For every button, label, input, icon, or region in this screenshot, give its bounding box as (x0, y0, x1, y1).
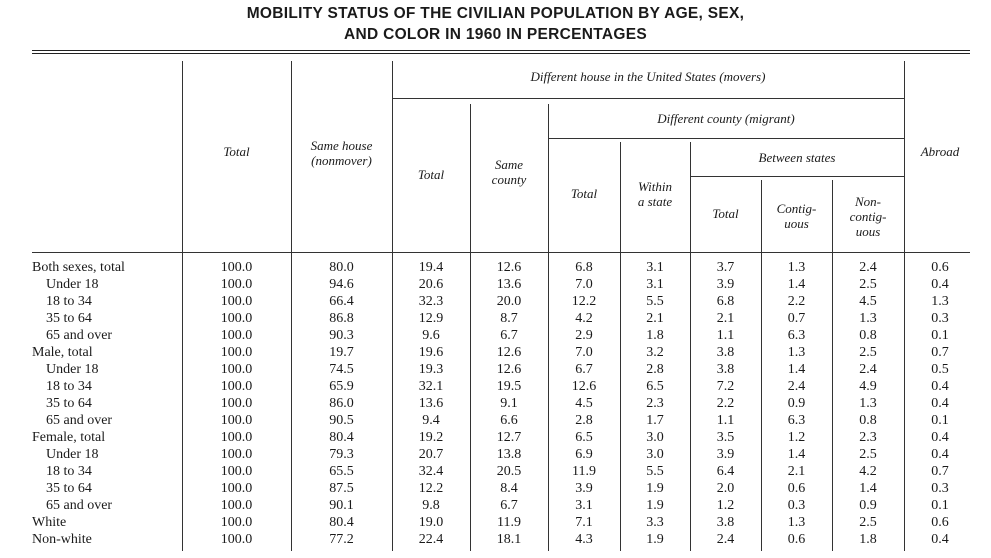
table-cell: 0.4 (931, 447, 949, 462)
table-cell: 1.3 (859, 311, 877, 326)
table-cell: 7.1 (575, 515, 593, 530)
row-label: 65 and over (46, 328, 113, 343)
table-cell: 8.7 (500, 311, 518, 326)
table-cell: 74.5 (329, 362, 354, 377)
table-cell: 20.5 (496, 464, 522, 479)
table-cell: 12.6 (496, 362, 522, 377)
table-cell: 2.1 (787, 464, 806, 479)
rule-under-between-states (690, 176, 904, 177)
table-cell: 1.7 (646, 413, 664, 428)
table-cell: 0.4 (931, 396, 949, 411)
row-label: 18 to 34 (46, 464, 92, 479)
table-cell: 86.8 (329, 311, 354, 326)
table-cell: 20.6 (418, 277, 444, 292)
row-label: White (32, 515, 67, 530)
row-label: Both sexes, total (32, 260, 125, 275)
table-cell: 100.0 (220, 396, 253, 411)
row-label: Male, total (32, 345, 93, 360)
table-cell: 80.0 (329, 260, 354, 275)
table-cell: 9.6 (422, 328, 440, 343)
row-label: Under 18 (46, 362, 99, 377)
table-cell: 100.0 (220, 447, 253, 462)
table-cell: 0.3 (931, 311, 949, 326)
table-cell: 0.6 (931, 515, 949, 530)
table-cell: 0.6 (787, 532, 806, 547)
table-cell: 2.8 (646, 362, 664, 377)
table-cell: 6.7 (575, 362, 593, 377)
rule-under-header (32, 252, 970, 253)
table-cell: 1.4 (787, 362, 806, 377)
table-cell: 2.4 (787, 379, 806, 394)
table-cell: 100.0 (220, 379, 253, 394)
table-cell: 1.3 (787, 345, 806, 360)
table-cell: 2.4 (716, 532, 735, 547)
table-cell: 0.7 (931, 345, 949, 360)
table-cell: 100.0 (220, 481, 253, 496)
table-cell: 3.9 (716, 277, 735, 292)
table-cell: 0.3 (931, 481, 949, 496)
table-cell: 0.9 (787, 396, 806, 411)
table-cell: 1.4 (859, 481, 877, 496)
table-cell: 0.4 (931, 430, 949, 445)
table-cell: 9.1 (500, 396, 518, 411)
table-cell: 6.6 (500, 413, 518, 428)
row-label: 65 and over (46, 498, 113, 513)
table-cell: 2.3 (646, 396, 664, 411)
table-cell: 2.8 (575, 413, 593, 428)
table-cell: 3.2 (646, 345, 664, 360)
table-cell: 9.8 (422, 498, 440, 513)
table-cell: 3.5 (716, 430, 735, 445)
table-cell: 12.6 (496, 260, 522, 275)
table-cell: 100.0 (220, 498, 253, 513)
table-cell: 0.8 (859, 328, 877, 343)
table-cell: 94.6 (329, 277, 354, 292)
table-cell: 1.3 (859, 396, 877, 411)
header-between-states: Between states (758, 150, 836, 165)
table-title-line-2: AND COLOR IN 1960 IN PERCENTAGES (343, 26, 647, 43)
header-within-state: Within a state (637, 179, 673, 209)
table-cell: 3.0 (646, 430, 664, 445)
table-cell: 0.4 (931, 379, 949, 394)
table-cell: 79.3 (329, 447, 354, 462)
table-cell: 22.4 (418, 532, 444, 547)
table-cell: 86.0 (329, 396, 354, 411)
table-cell: 100.0 (220, 294, 253, 309)
table-cell: 9.4 (422, 413, 440, 428)
table-cell: 2.4 (859, 362, 877, 377)
table-cell: 100.0 (220, 277, 253, 292)
table-cell: 19.7 (329, 345, 354, 360)
table-cell: 19.5 (496, 379, 522, 394)
table-cell: 3.8 (716, 515, 735, 530)
table-cell: 0.7 (931, 464, 949, 479)
table-cell: 19.3 (418, 362, 444, 377)
row-label: Female, total (32, 430, 106, 445)
table-cell: 13.8 (496, 447, 522, 462)
table-cell: 18.1 (496, 532, 522, 547)
table-cell: 2.5 (859, 447, 877, 462)
table-cell: 6.7 (500, 328, 518, 343)
table-cell: 65.5 (329, 464, 354, 479)
table-cell: 2.1 (646, 311, 664, 326)
table-cell: 2.2 (787, 294, 806, 309)
table-cell: 80.4 (329, 430, 354, 445)
table-cell: 7.2 (716, 379, 735, 394)
rule-under-migrant (548, 138, 904, 139)
table-cell: 0.1 (931, 328, 949, 343)
table-cell: 19.4 (418, 260, 444, 275)
table-cell: 3.8 (716, 345, 735, 360)
row-label: 65 and over (46, 413, 113, 428)
table-cell: 80.4 (329, 515, 354, 530)
table-cell: 1.2 (787, 430, 806, 445)
table-cell: 0.1 (931, 498, 949, 513)
table-cell: 4.2 (859, 464, 877, 479)
table-cell: 87.5 (329, 481, 354, 496)
table-cell: 1.2 (716, 498, 735, 513)
header-same-county: Same county (491, 157, 527, 187)
table-cell: 5.5 (646, 294, 664, 309)
table-cell: 19.0 (418, 515, 444, 530)
table-cell: 0.6 (931, 260, 949, 275)
table-cell: 32.1 (418, 379, 444, 394)
table-cell: 6.8 (716, 294, 735, 309)
table-cell: 3.1 (646, 277, 664, 292)
table-cell: 0.4 (931, 532, 949, 547)
top-rule-lower (32, 53, 970, 54)
rule-under-movers (392, 98, 904, 99)
table-cell: 1.9 (646, 498, 664, 513)
table-cell: 3.1 (575, 498, 593, 513)
table-cell: 90.3 (329, 328, 354, 343)
table-cell: 6.8 (575, 260, 593, 275)
table-title-line-1: MOBILITY STATUS OF THE CIVILIAN POPULATION BY AGE, SEX, (246, 5, 745, 22)
row-label: Non-white (32, 532, 92, 547)
table-cell: 1.3 (931, 294, 949, 309)
table-cell: 19.6 (418, 345, 444, 360)
table-cell: 100.0 (220, 311, 253, 326)
table-cell: 100.0 (220, 328, 253, 343)
table-cell: 1.4 (787, 277, 806, 292)
table-cell: 6.7 (500, 498, 518, 513)
table-cell: 2.4 (859, 260, 877, 275)
table-cell: 19.2 (418, 430, 444, 445)
table-cell: 1.8 (646, 328, 664, 343)
table-cell: 2.0 (716, 481, 735, 496)
table-cell: 3.7 (716, 260, 735, 275)
table-cell: 3.3 (646, 515, 664, 530)
table-cell: 100.0 (220, 515, 253, 530)
table-cell: 2.5 (859, 277, 877, 292)
table-cell: 12.9 (418, 311, 444, 326)
table-cell: 100.0 (220, 260, 253, 275)
table-cell: 4.2 (575, 311, 593, 326)
table-cell: 13.6 (418, 396, 444, 411)
table-cell: 12.6 (496, 345, 522, 360)
header-migrant-total: Total (570, 186, 598, 201)
table-cell: 0.5 (931, 362, 949, 377)
table-cell: 100.0 (220, 362, 253, 377)
table-cell: 2.5 (859, 345, 877, 360)
table-cell: 6.9 (575, 447, 593, 462)
table-cell: 2.3 (859, 430, 877, 445)
header-movers: Different house in the United States (movers) (530, 69, 766, 84)
top-rule-upper (32, 50, 970, 51)
table-cell: 8.4 (500, 481, 518, 496)
table-cell: 65.9 (329, 379, 354, 394)
table-cell: 6.5 (575, 430, 593, 445)
table-cell: 4.5 (859, 294, 877, 309)
table-cell: 100.0 (220, 413, 253, 428)
table-cell: 2.9 (575, 328, 593, 343)
table-cell: 3.0 (646, 447, 664, 462)
table-cell: 77.2 (329, 532, 354, 547)
table-cell: 0.1 (931, 413, 949, 428)
table-cell: 7.0 (575, 277, 593, 292)
table-cell: 100.0 (220, 430, 253, 445)
table-cell: 20.7 (418, 447, 444, 462)
header-migrant: Different county (migrant) (657, 111, 795, 126)
header-between-total: Total (712, 206, 739, 221)
row-label: 35 to 64 (46, 481, 92, 496)
table-cell: 6.3 (787, 413, 806, 428)
table-cell: 12.7 (496, 430, 522, 445)
table-cell: 32.4 (418, 464, 444, 479)
table-cell: 13.6 (496, 277, 522, 292)
header-movers-total: Total (417, 167, 445, 182)
table-cell: 12.2 (571, 294, 597, 309)
table-cell: 6.5 (646, 379, 664, 394)
header-noncontiguous: Non- contig- uous (849, 194, 887, 239)
table-cell: 5.5 (646, 464, 664, 479)
table-cell: 2.2 (716, 396, 735, 411)
table-cell: 1.3 (787, 515, 806, 530)
table-cell: 1.8 (859, 532, 877, 547)
table-cell: 1.3 (787, 260, 806, 275)
table-cell: 3.9 (716, 447, 735, 462)
row-label: Under 18 (46, 277, 99, 292)
table-cell: 0.7 (787, 311, 806, 326)
table-cell: 20.0 (496, 294, 522, 309)
table-cell: 12.2 (418, 481, 444, 496)
table-cell: 4.5 (575, 396, 593, 411)
table-cell: 90.1 (329, 498, 354, 513)
table-cell: 2.5 (859, 515, 877, 530)
table-cell: 0.9 (859, 498, 877, 513)
table-cell: 3.1 (646, 260, 664, 275)
table-cell: 11.9 (572, 464, 596, 479)
table-cell: 1.1 (716, 413, 735, 428)
table-cell: 100.0 (220, 345, 253, 360)
row-label: Under 18 (46, 447, 99, 462)
table-cell: 4.3 (575, 532, 593, 547)
table-cell: 1.9 (646, 532, 664, 547)
table-cell: 2.1 (716, 311, 735, 326)
table-cell: 4.9 (859, 379, 877, 394)
row-label: 18 to 34 (46, 379, 92, 394)
table-cell: 6.4 (716, 464, 735, 479)
table-cell: 100.0 (220, 464, 253, 479)
table-cell: 1.9 (646, 481, 664, 496)
header-same-house: Same house (nonmover) (310, 138, 373, 168)
table-cell: 12.6 (571, 379, 597, 394)
header-contiguous: Contig- uous (776, 201, 817, 231)
table-cell: 1.1 (716, 328, 735, 343)
table-cell: 100.0 (220, 532, 253, 547)
row-label: 35 to 64 (46, 311, 92, 326)
row-label: 35 to 64 (46, 396, 92, 411)
table-cell: 0.6 (787, 481, 806, 496)
table-cell: 7.0 (575, 345, 593, 360)
table-cell: 0.4 (931, 277, 949, 292)
table-cell: 6.3 (787, 328, 806, 343)
table-cell: 3.8 (716, 362, 735, 377)
row-label: 18 to 34 (46, 294, 92, 309)
table-cell: 1.4 (787, 447, 806, 462)
header-abroad: Abroad (920, 144, 960, 159)
table-cell: 3.9 (575, 481, 593, 496)
table-cell: 0.3 (787, 498, 806, 513)
table-cell: 66.4 (329, 294, 354, 309)
table-cell: 0.8 (859, 413, 877, 428)
table-cell: 32.3 (418, 294, 444, 309)
table-cell: 11.9 (497, 515, 521, 530)
table-cell: 90.5 (329, 413, 354, 428)
header-total: Total (223, 144, 250, 159)
